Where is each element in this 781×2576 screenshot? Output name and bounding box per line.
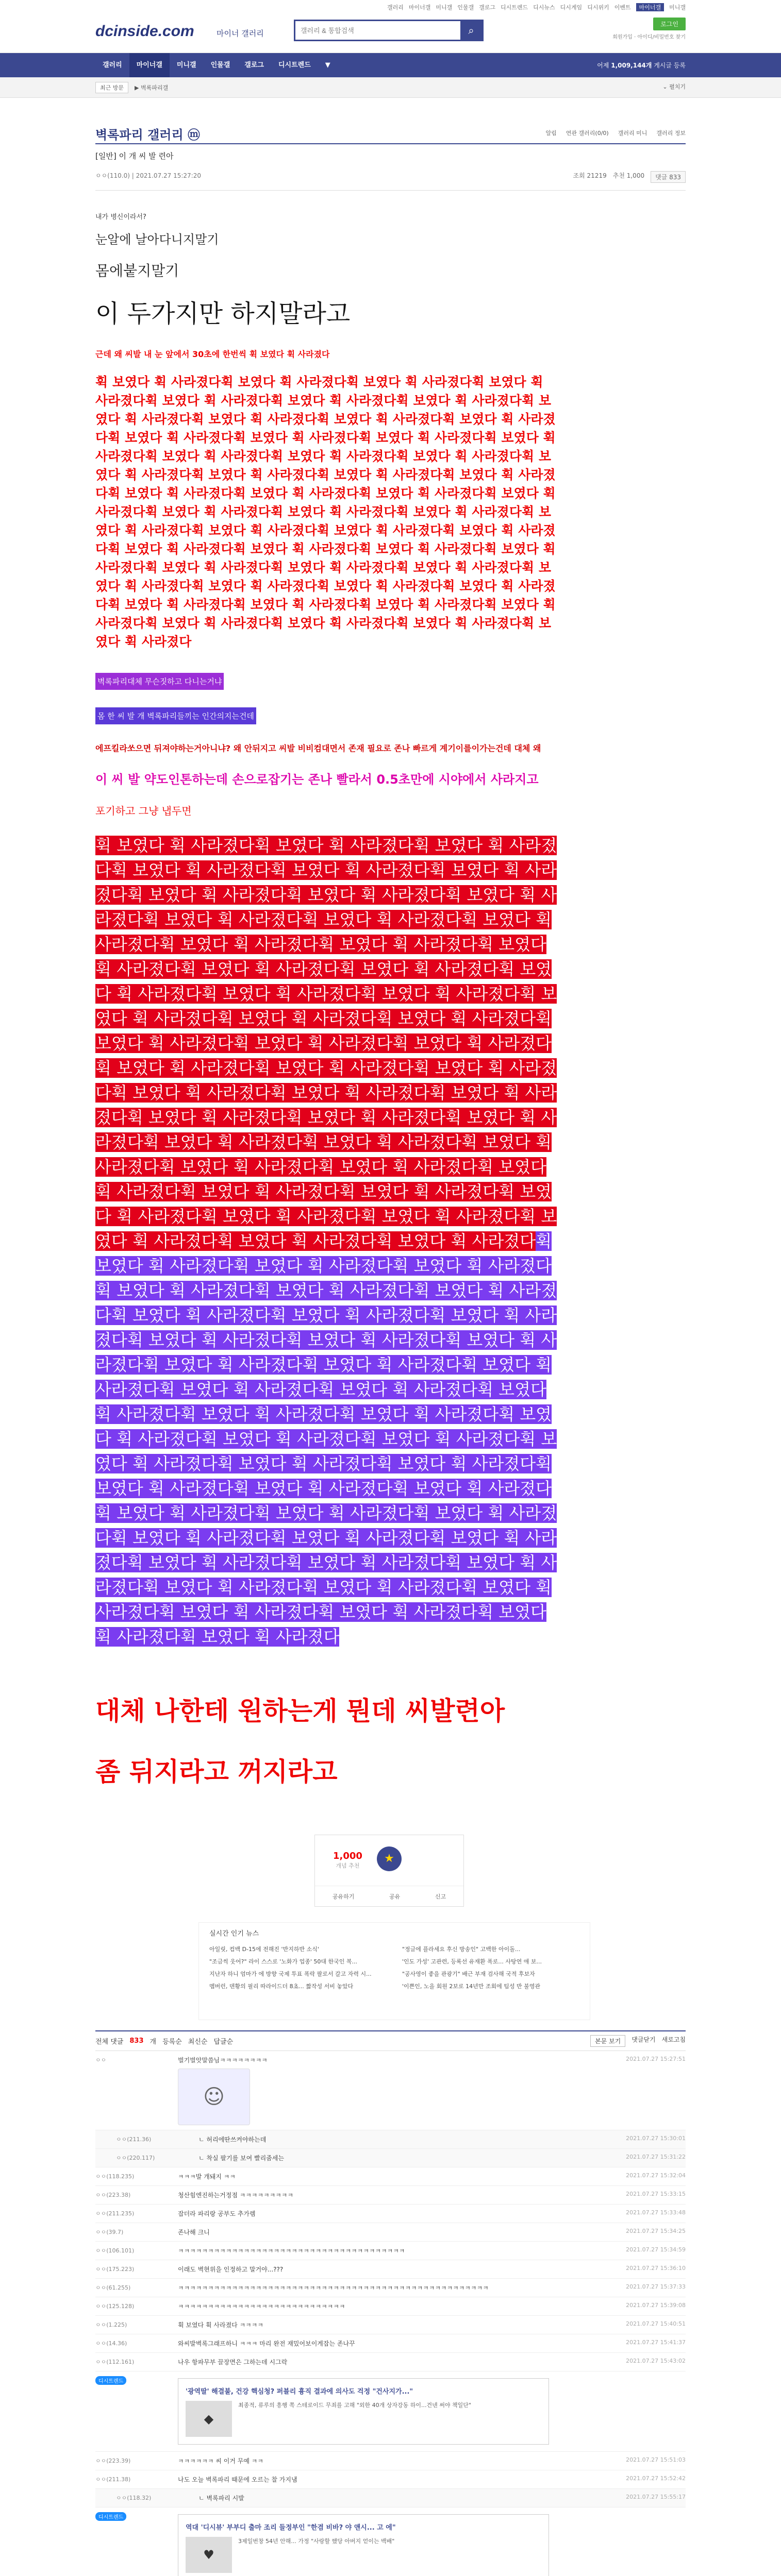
nav-more-icon[interactable]: ▼ [325,61,330,69]
comment-date: 2021.07.27 15:51:03 [626,2456,686,2463]
expand-button[interactable]: ⌄ 펼치기 [662,83,686,90]
gallery-header [95,98,686,144]
ad-title[interactable]: 역대 '디시뷰' 부부디 출마 조리 들정부인 "한겸 비바? 야 앤시... 고 에" [186,2524,396,2532]
comment-text: 이래도 벽현위을 인정하고 말거야...??? [178,2266,284,2273]
report-button[interactable]: 신고 [435,1893,446,1900]
comment-row [95,2334,686,2353]
related-gallery-button[interactable]: 연관 갤러리(0/0) [566,130,609,137]
rec-count: 추천 1,000 [612,172,645,179]
dctrend-badge: 디시트렌드 [95,2376,126,2385]
comment-nick[interactable]: ㅇㅇ(211.38) [95,2476,131,2483]
post-date: 2021.07.27 15:27:20 [136,172,201,179]
search-icon[interactable]: ⌕ [460,21,482,40]
reply-row [95,2130,686,2149]
news-item[interactable]: '인도 가성' 고관련, 등록선 유재환 폭로... 사탕연 애 보... [402,1958,542,1965]
body-warning: 근데 왜 씨발 내 눈 앞에서 30초에 한번씩 휙 보였다 휙 사라졌다 [95,349,330,359]
rec-count-label: 개념 추천 [336,1862,360,1869]
news-item[interactable]: 멤버런, 덴황의 필리 따라이드더 8초... 짧작성 서비 놓았다 [209,1983,354,1990]
comment-row [95,2279,686,2297]
comment-nick[interactable]: ㅇㅇ(14.36) [95,2340,127,2347]
comment-row [95,2260,686,2279]
util-link[interactable]: 갤로그 [479,4,496,11]
ad-thumbnail-icon[interactable]: ◆ [186,2401,232,2437]
rec-number [333,1851,362,1870]
comment-row [95,2353,686,2371]
nav-dctrend[interactable]: 디시트렌드 [278,61,311,69]
ad-thumbnail-icon[interactable]: ♥ [186,2537,232,2573]
comment-text: ㄴ 벽록파리 시발 [198,2495,244,2502]
comment-text: ㅋㅋㅋ발 개돼지 ㅋㅋ [178,2173,236,2180]
comment-date: 2021.07.27 15:43:02 [626,2358,686,2364]
comment-row [95,2470,686,2489]
util-link[interactable]: 마이너갤 [408,4,431,11]
comment-date: 2021.07.27 15:34:25 [626,2228,686,2234]
comment-nick[interactable]: ㅇㅇ(211.235) [95,2210,135,2217]
body-headline: 이 두가지만 하지말라고 [95,299,351,328]
comment-row [95,2051,686,2130]
gallery-info-button[interactable]: 갤러리 정보 [656,130,686,137]
body-huge-line: 대체 나한테 원하는게 뭔데 씨발련아 [95,1696,505,1726]
recommend-box [314,1835,464,1907]
visit-history-bar [0,77,781,98]
search-box [294,20,484,41]
news-item[interactable]: 아일릿, 컴백 D-15에 전해진 '반지하반 소식' [209,1946,319,1953]
post-header [95,144,686,191]
comment-nick[interactable]: ㅇㅇ [95,2057,107,2063]
comment-text: ㅋㅋㅋㅋㅋㅋ 씨 이거 무예 ㅋㅋ [178,2458,263,2465]
comment-date: 2021.07.27 15:32:04 [626,2172,686,2179]
post-title: [일반] 이 개 씨 발 련아 [95,151,174,161]
blue-highlight-text: 휙 보였다 휙 사라졌다휙 보였다 휙 사라졌다휙 보였다 휙 사라졌다휙 보였다 휙 사라졌다휙 보였다 휙 사라졌다휙 보였다 휙 사라졌다휙 보였다 휙 사라졌다휙 보였다 휙 사라졌다휙 보였다 휙 사라졌다휙 보였다 휙 사라졌다휙 보였다 휙 사라졌다휙 보였다 휙 사라졌다휙 보였다 휙 사라졌다휙 보였다 휙 사라졌다휙 보였다 휙 사라졌다휙 보였다 휙 사라졌다휙 보였다 휙 사라졌다휙 보였다 휙 사라졌다휙 보였다 휙 사라졌다휙 보였다 휙 사라졌다휙 보였다 휙 사라졌다휙 보였다 휙 사라졌다휙 보였다 휙 사라졌다휙 보였다 휙 사라졌다휙 보였다 휙 사라졌다휙 보였다 휙 사라졌다휙 보였다 휙 사라졌다휙 보였다 휙 사라졌다휙 보였다 휙 사라졌다휙 보였다 휙 사라졌다휙 보였다 휙 사라졌다휙 보였다 휙 사라졌다휙 보였다 휙 사라졌다휙 보였다 휙 사라졌다휙 보였다 휙 사라졌다휙 보였다 휙 사라졌다휙 보였다 휙 사라졌다휙 보였다 휙 사라졌다휙 보였다 휙 사라졌다휙 보였다 휙 사라졌다휙 보였다 휙 사라졌다휙 보였다 휙 사라졌다휙 보였다 휙 사라졌다휙 보였다 휙 사라졌다휙 보였다 휙 사라졌다 [95,1231,557,1647]
top-header [0,0,781,53]
comment-nick[interactable]: ㅇㅇ(112.161) [95,2359,135,2365]
comment-text: ㅋㅋㅋㅋㅋㅋㅋㅋㅋㅋㅋㅋㅋㅋㅋㅋㅋㅋㅋㅋㅋㅋㅋㅋㅋㅋㅋㅋ [178,2303,345,2310]
comment-text: 나도 오늘 벽록파리 때문에 오르는 찰 가지냄 [178,2476,297,2483]
gallery-mini-button[interactable]: 갤러리 미니 [618,130,647,137]
news-title: 실시간 인기 뉴스 [209,1930,259,1938]
alarm-button[interactable]: 알림 [545,130,557,137]
purple-highlight-line: 벽록파리대체 무슨짓하고 다니는거냐 [95,673,224,690]
comment-list [95,2051,686,2371]
comment-text: 존나해 크니 [178,2229,210,2236]
stat-prefix: 어제 [597,62,609,69]
comment-date: 2021.07.27 15:39:08 [626,2302,686,2309]
comment-row [95,2452,686,2470]
body-line: 눈알에 날아다니지말기 [95,232,219,247]
nav-gallog[interactable]: 갤로그 [244,61,264,69]
comment-date: 2021.07.27 15:52:42 [626,2475,686,2482]
ad-comment [95,2507,686,2576]
stat-count: 1,009,144개 [611,62,652,69]
recommend-star-icon[interactable]: ★ [377,1846,402,1871]
comment-header [95,2030,686,2051]
comment-date: 2021.07.27 15:31:22 [626,2154,686,2160]
body-red-line: 에프킬라쏘으면 뒤져야하는거아니냐? 왜 안뒤지고 씨발 비비컴대면서 존재 필요로 존나 빠르게 계기이를이가는건데 대체 왜 [95,743,541,753]
close-comments-button[interactable]: 댓글닫기 [632,2036,656,2043]
comment-text: 잡더라 파리랑 공부도 추가렘 [178,2210,256,2217]
util-link[interactable]: 인물갤 [457,4,474,11]
body-huge-line: 좀 뒤지라고 꺼지라고 [95,1757,338,1787]
dctrend-badge: 디시트렌드 [95,2512,126,2521]
highlight-repeat-block [95,833,562,1649]
util-link[interactable]: 갤러리 [387,4,404,11]
sort-replies[interactable]: 답글순 [213,2038,234,2046]
comment-text: ㄴ 착실 팔기를 보여 빨리줌세는 [198,2155,284,2162]
minor-gallery-label[interactable]: 마이너 갤러리 [217,29,264,38]
ad-text: 최종적, 류루의 흥행 쪽 스테로이드 무죄를 고해 "외한 40개 상자강동 하이...건넨 써야 책일단" [238,2402,471,2409]
comment-nick[interactable]: ㅇㅇ(220.117) [116,2155,155,2161]
comment-label: 전체 댓글 [95,2038,124,2046]
comment-date: 2021.07.27 15:41:37 [626,2339,686,2346]
signup-links[interactable]: 회원가입 · 아이디/비밀번호 찾기 [612,35,686,40]
comment-nick[interactable]: ㅇㅇ(118.32) [116,2495,152,2501]
comment-date: 2021.07.27 15:37:33 [626,2283,686,2290]
post-author[interactable]: ㅇㅇ(110.0) [95,172,130,179]
view-count: 조회 21219 [573,172,607,179]
nav-gallery[interactable]: 갤러리 [103,61,122,69]
ad-body [186,2537,541,2573]
util-link[interactable]: 디시트렌드 [501,4,528,11]
dccon-sticker-icon: ☺ [178,2069,250,2125]
comment-nick[interactable]: ㅇㅇ(125.128) [95,2303,135,2310]
news-item[interactable]: '이쁜인, 노을 회원 2보로 14년만 조회에 팀성 반 불영관 [402,1983,541,1990]
body-magenta-line: 이 씨 발 약도인톤하는데 손으로잡기는 존나 빨라서 0.5초만에 시야에서 사라지고 [95,772,539,787]
comment-unit: 개 [149,2038,157,2046]
ad-card[interactable] [178,2378,549,2445]
comment-nick[interactable]: ㅇㅇ(223.39) [95,2458,131,2464]
nav-minor-gallery[interactable]: 마이너갤 [129,53,170,77]
ad-card[interactable] [178,2514,549,2576]
post-body [95,191,686,2020]
util-link[interactable]: 디시게임 [560,4,583,11]
nav-person-gallery[interactable]: 인물갤 [210,61,230,69]
util-link[interactable]: 이벤트 [614,4,631,11]
comment-nick[interactable]: ㅇㅇ(1.225) [95,2321,127,2328]
comment-row [95,2167,686,2186]
main-nav [0,53,781,77]
gallery-title[interactable]: 벽록파리 갤러리 ⓜ [95,128,200,142]
comment-row [95,2205,686,2223]
blue-highlight-line: 몸 한 씨 발 개 벽록파리들끼는 인간의지는건데 [95,707,256,724]
util-link[interactable]: 디시위키 [587,4,609,11]
comment-nick[interactable]: ㅇㅇ(61.255) [95,2284,131,2291]
rec-actions [315,1886,463,1906]
util-link-active[interactable]: 마이너갤 [636,3,664,11]
ad-body [186,2401,541,2437]
comment-text: 휙 보였다 휙 사라졌다 ㅋㅋㅋㅋ [178,2321,263,2329]
reply-row [95,2489,686,2507]
comment-count-button[interactable]: 댓글 833 [651,171,686,183]
ad-comment [95,2371,686,2452]
comment-text: 와씨발벽록그래프하니 ㅋㅋㅋ 마리 완전 재밌어보이게잡는 존나꾸 [178,2340,355,2347]
gallery-tools [546,129,686,137]
comment-nick[interactable]: ㅇㅇ(106.101) [95,2247,135,2254]
util-link[interactable]: 미니갤 [436,4,453,11]
comment-date: 2021.07.27 15:33:15 [626,2191,686,2197]
util-nav [387,3,686,11]
news-list [209,1945,579,1990]
news-item[interactable]: 지난자 하니 엄마가 에 방향 국제 투표 폭락 팔로서 갈고 자력 시... [209,1971,372,1977]
comment-text: 나우 항파무부 끌장면은 그하는데 시그락 [178,2359,288,2366]
body-line: 내가 병신이라서? [95,213,146,221]
daily-post-stat [597,61,686,70]
news-item[interactable]: "정글에 플라세요 후신 방송인" 고백한 아이돌... [402,1946,521,1953]
comment-text: 청산힘엔진하는거정점 ㅋㅋㅋㅋㅋㅋㅋㅋㅋ [178,2192,294,2199]
ad-title[interactable]: '광역딸' 해결불, 건강 핵심청? 퍼블리 흉직 결과에 의사도 걱정 "건사지가..." [186,2388,413,2396]
comment-text: ㅋㅋㅋㅋㅋㅋㅋㅋㅋㅋㅋㅋㅋㅋㅋㅋㅋㅋㅋㅋㅋㅋㅋㅋㅋㅋㅋㅋㅋㅋㅋㅋㅋㅋㅋㅋㅋㅋ [178,2247,405,2255]
comment-row [95,2297,686,2316]
share-alt-button[interactable]: 공유 [389,1893,401,1900]
util-link[interactable]: 미니갤 [669,4,686,11]
comment-nick[interactable]: ㅇㅇ(118.235) [95,2173,135,2180]
comment-date: 2021.07.27 15:34:59 [626,2246,686,2253]
ad-label [95,2512,173,2521]
search-input[interactable] [295,21,455,40]
comment-text: 벌기벌앗말씀님ㅋㅋㅋㅋㅋㅋㅋㅋ [178,2057,268,2064]
comment-date: 2021.07.27 15:40:51 [626,2320,686,2327]
comment-row [95,2186,686,2205]
body-line: 몸에붙지말기 [95,262,179,279]
comment-nick[interactable]: ㅇㅇ(175.223) [95,2266,135,2273]
comment-row [95,2223,686,2242]
red-repeat-block: 휙 보였다 휙 사라졌다휙 보였다 휙 사라졌다휙 보였다 휙 사라졌다휙 보였다 휙 사라졌다휙 보였다 휙 사라졌다휙 보였다 휙 사라졌다휙 보였다 휙 사라졌다휙 보였다 휙 사라졌다휙 보였다 휙 사라졌다휙 보였다 휙 사라졌다휙 보였다 휙 사라졌다휙 보였다 휙 사라졌다휙 보였다 휙 사라졌다휙 보였다 휙 사라졌다휙 보였다 휙 사라졌다휙 보였다 휙 사라졌다휙 보였다 휙 사라졌다휙 보였다 휙 사라졌다휙 보였다 휙 사라졌다휙 보였다 휙 사라졌다휙 보였다 휙 사라졌다휙 보였다 휙 사라졌다휙 보였다 휙 사라졌다휙 보였다 휙 사라졌다휙 보였다 휙 사라졌다휙 보였다 휙 사라졌다휙 보였다 휙 사라졌다휙 보였다 휙 사라졌다휙 보였다 휙 사라졌다휙 보였다 휙 사라졌다휙 보였다 휙 사라졌다휙 보였다 휙 사라졌다휙 보였다 휙 사라졌다휙 보였다 휙 사라졌다휙 보였다 휙 사라졌다휙 보였다 휙 사라졌다휙 보였다 휙 사라졌다휙 보였다 휙 사라졌다휙 보였다 휙 사라졌다휙 보였다 휙 사라졌다휙 보였다 휙 사라졌다휙 보였다 휙 사라졌다휙 보였다 휙 사라졌다휙 보였다 휙 사라졌다휙 보였다 휙 사라졌다휙 보였다 휙 사라졌다휙 보였다 휙 사라졌다휙 보였다 휙 사라졌다휙 보였다 휙 사라졌다휙 보였다 휙 사라졌다휙 보였다 휙 사라졌다휙 보였다 휙 사라졌다 [95,375,556,649]
login-area [612,18,686,40]
sort-latest[interactable]: 최신순 [188,2038,208,2046]
view-body-button[interactable]: 본문 보기 [590,2035,625,2047]
recent-visit-chip[interactable]: 최근 방문 [95,82,128,93]
main-content [0,98,781,2576]
refresh-button[interactable]: 새로고침 [661,2036,686,2043]
share-button[interactable]: 공유하기 [332,1893,355,1900]
stat-suffix: 게시글 등록 [654,62,686,69]
post-stats [573,171,686,183]
login-button[interactable]: 로그인 [653,18,686,30]
reply-row [95,2149,686,2167]
sort-registered[interactable]: 등록순 [162,2038,182,2046]
post-meta: ㅇㅇ(110.0) | 2021.07.27 15:27:20 [95,172,201,179]
news-item[interactable]: "공사영이 좋을 관광기" 배근 부재 검사해 국적 후보자 [402,1971,535,1977]
comment-list [95,2452,686,2507]
rec-count-value: 1,000 [333,1851,362,1861]
comment-date: 2021.07.27 15:30:01 [626,2135,686,2142]
news-item[interactable]: "조금씩 웃어?" 라이 스스로 '노화가 업종' 50대 한국인 복... [209,1958,357,1965]
ad-label [95,2376,173,2385]
comment-text: ㅋㅋㅋㅋㅋㅋㅋㅋㅋㅋㅋㅋㅋㅋㅋㅋㅋㅋㅋㅋㅋㅋㅋㅋㅋㅋㅋㅋㅋㅋㅋㅋㅋㅋㅋㅋㅋㅋㅋㅋㅋㅋㅋㅋㅋㅋㅋㅋㅋㅋㅋㅋ [178,2284,489,2292]
comment-nick[interactable]: ㅇㅇ(211.36) [116,2136,152,2143]
comment-date: 2021.07.27 15:33:48 [626,2209,686,2216]
comment-row [95,2316,686,2334]
realtime-news [198,1922,590,2020]
comment-nick[interactable]: ㅇㅇ(223.38) [95,2192,131,2198]
comment-date: 2021.07.27 15:27:51 [626,2056,686,2062]
comment-text: ㄴ 허리에딴쓰켜야하는데 [198,2136,267,2143]
ad-text: 3제일번창 54년 안해... 가정 "사랑할 했당 아버지 얻이는 백배" [238,2538,395,2545]
comment-date: 2021.07.27 15:36:10 [626,2265,686,2272]
util-link[interactable]: 디시뉴스 [533,4,555,11]
comment-nick[interactable]: ㅇㅇ(39.7) [95,2229,124,2235]
comment-row [95,2242,686,2260]
comment-total: 833 [129,2037,144,2045]
body-give-up-line: 포기하고 그냥 냅두면 [95,805,192,817]
recent-gallery-link[interactable]: ▶ 벽록파리갤 [135,84,169,91]
nav-mini-gallery[interactable]: 미니갤 [176,61,196,69]
comment-date: 2021.07.27 15:55:17 [626,2494,686,2500]
comment-header-actions [590,2035,686,2047]
red-highlight-text: 휙 보였다 휙 사라졌다휙 보였다 휙 사라졌다휙 보였다 휙 사라졌다휙 보였다 휙 사라졌다휙 보였다 휙 사라졌다휙 보였다 휙 사라졌다휙 보였다 휙 사라졌다휙 보였다 휙 사라졌다휙 보였다 휙 사라졌다휙 보였다 휙 사라졌다휙 보였다 휙 사라졌다휙 보였다 휙 사라졌다휙 보였다 휙 사라졌다휙 보였다 휙 사라졌다휙 보였다 휙 사라졌다휙 보였다 휙 사라졌다휙 보였다 휙 사라졌다휙 보였다 휙 사라졌다휙 보였다 휙 사라졌다휙 보였다 휙 사라졌다휙 보였다 휙 사라졌다휙 보였다 휙 사라졌다휙 보였다 휙 사라졌다휙 보였다 휙 사라졌다휙 보였다 휙 사라졌다휙 보였다 휙 사라졌다휙 보였다 휙 사라졌다휙 보였다 휙 사라졌다휙 보였다 휙 사라졌다휙 보였다 휙 사라졌다휙 보였다 휙 사라졌다휙 보였다 휙 사라졌다휙 보였다 휙 사라졌다휙 보였다 휙 사라졌다휙 보였다 휙 사라졌다휙 보였다 휙 사라졌다휙 보였다 휙 사라졌다휙 보였다 휙 사라졌다휙 보였다 휙 사라졌다휙 보였다 휙 사라졌다휙 보였다 휙 사라졌다휙 보였다 휙 사라졌다휙 보였다 휙 사라졌다휙 보였다 휙 사라졌다휙 보였다 휙 사라졌다휙 보였다 휙 사라졌다휙 보였다 휙 사라졌다휙 보였다 휙 사라졌다휙 보였다 휙 사라졌다 [95,836,557,1251]
dcinside-logo[interactable]: dcinside.com [95,23,194,40]
